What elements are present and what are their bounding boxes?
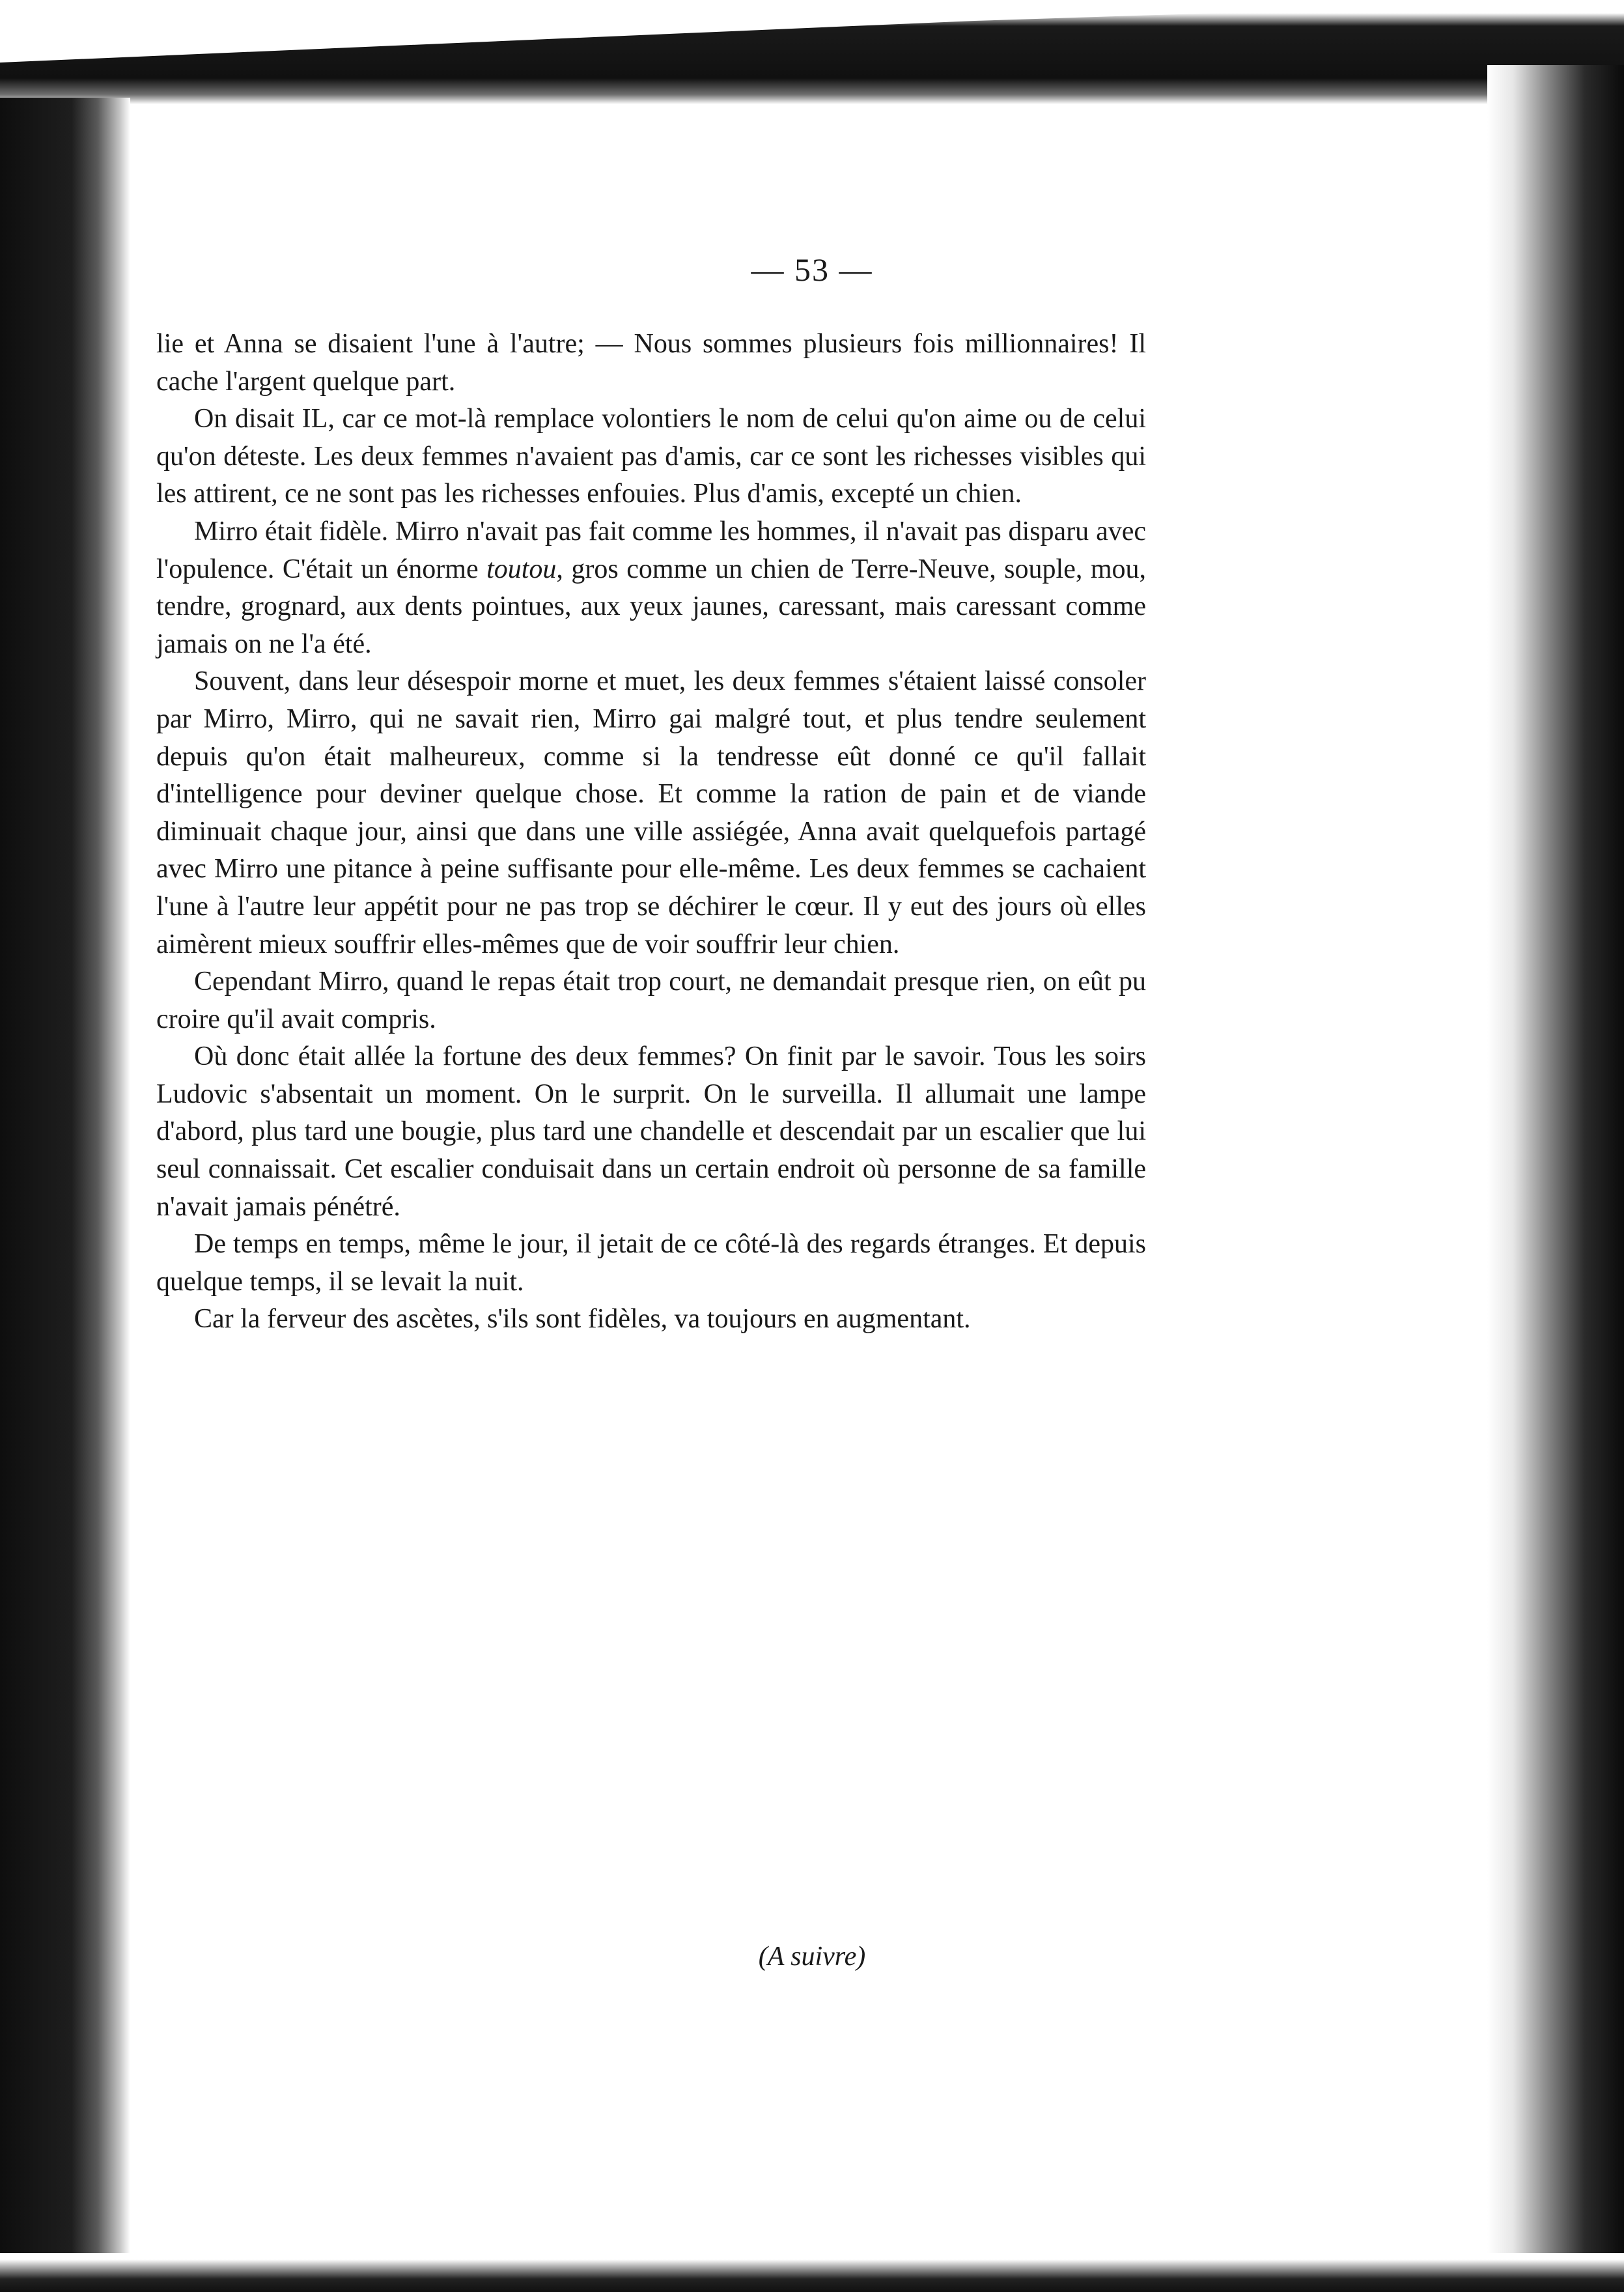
paragraph: On disait IL, car ce mot-là remplace volontiers le nom de celui qu'on aime ou de celui qu'on déteste. Les deux femmes n'avaient pas d'amis, car ce sont les richesses visibles qui les attirent, ce ne sont pas les richesses enfouies. Plus d'amis, excepté un chien. <box>156 404 1146 509</box>
page-number: — 53 — <box>751 251 873 288</box>
body-text <box>156 326 1146 1338</box>
paragraph <box>156 513 1146 663</box>
scan-border-bottom <box>0 2253 1624 2292</box>
paragraph-text: , gros comme un chien de Terre-Neuve, souple, mou, tendre, grognard, aux dents pointues, aux yeux jaunes, caressant, mais caressant comme jamais on ne l'a été. <box>156 554 1146 659</box>
paragraph: Souvent, dans leur désespoir morne et muet, les deux femmes s'étaient laissé consoler par Mirro, Mirro, qui ne savait rien, Mirro gai malgré tout, et plus tendre seulement depuis qu'on était malheureux, comme si la tendresse eût donné ce qu'il fallait d'intelligence pour deviner quelque chose. Et comme la ration de pain et de viande diminuait chaque jour, ainsi que dans une ville assiégée, Anna avait quelquefois partagé avec Mirro une pitance à peine suffisante pour elle-même. Les deux femmes se cachaient l'une à l'autre leur appétit pour ne pas trop se déchirer le cœur. Il y eut des jours où elles aimèrent mieux souffrir elles-mêmes que de voir souffrir leur chien. <box>156 666 1146 959</box>
paragraph: Cependant Mirro, quand le repas était trop court, ne demandait presque rien, on eût pu croire qu'il avait compris. <box>156 967 1146 1034</box>
paragraph: Car la ferveur des ascètes, s'ils sont fidèles, va toujours en augmentant. <box>194 1304 971 1335</box>
italic-word: toutou <box>486 554 557 584</box>
paragraph: Où donc était allée la fortune des deux femmes? On finit par le savoir. Tous les soirs Ludovic s'absentait un moment. On le surprit. On le surveilla. Il allumait une lampe d'abord, plus tard une bougie, plus tard une chandelle et descendait par un escalier que lui seul connaissait. Cet escalier conduisait dans un certain endroit où personne de sa famille n'avait jamais pénétré. <box>156 1041 1146 1222</box>
paragraph: lie et Anna se disaient l'une à l'autre; — Nous sommes plusieurs fois millionnaires! Il cache l'argent quelque part. <box>156 329 1146 397</box>
paragraph: De temps en temps, même le jour, il jetait de ce côté-là des regards étranges. Et depuis quelque temps, il se levait la nuit. <box>156 1229 1146 1297</box>
paragraph-text: Mirro était fidèle. Mirro n'avait pas fait comme les hommes, il n'avait pas disparu avec l'opulence. C'était un énorme <box>156 516 1146 584</box>
continuation-note: (A suivre) <box>758 1942 866 1972</box>
scan-border-top <box>0 0 1624 104</box>
